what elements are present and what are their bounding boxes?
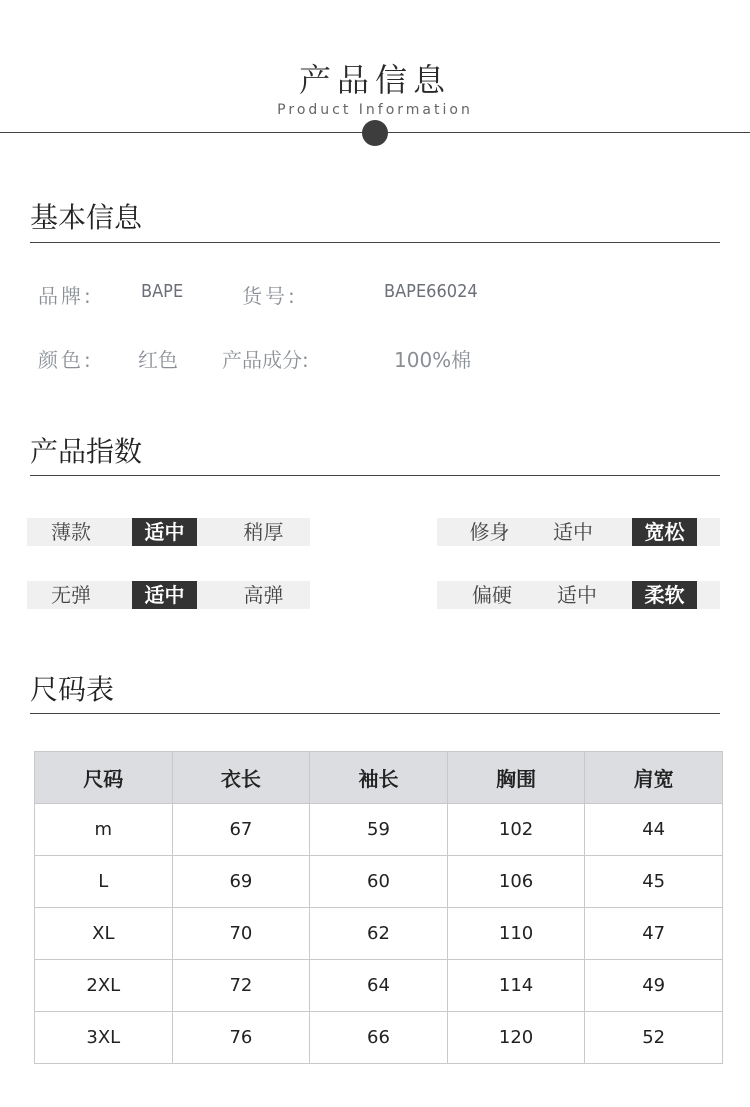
column-header-size: 尺码: [35, 752, 173, 804]
table-header-row: [35, 752, 723, 804]
header-dot-ornament: [362, 120, 388, 146]
table-cell: 69: [172, 856, 310, 908]
elasticity-indicator: [27, 581, 310, 609]
table-cell: 45: [585, 856, 723, 908]
thickness-indicator: [27, 518, 310, 546]
softness-option-hard: 偏硬: [472, 583, 512, 607]
table-cell: 66: [310, 1012, 448, 1064]
softness-indicator: [437, 581, 720, 609]
elasticity-option-none: 无弹: [51, 583, 91, 607]
thickness-option-medium-selected: 适中: [132, 518, 197, 546]
material-label: 产品成分:: [222, 348, 309, 372]
section-title-product-index: 产品指数: [30, 435, 143, 468]
color-value: 红色: [138, 348, 178, 372]
sku-label: 货号:: [242, 284, 298, 308]
section-title-basic-info: 基本信息: [30, 201, 143, 234]
table-cell: 3XL: [35, 1012, 173, 1064]
column-header-length: 衣长: [172, 752, 310, 804]
softness-option-soft-selected: 柔软: [632, 581, 697, 609]
table-cell: XL: [35, 908, 173, 960]
table-cell: 114: [447, 960, 585, 1012]
table-cell: 106: [447, 856, 585, 908]
section-title-size-chart: 尺码表: [30, 673, 115, 706]
table-row: [35, 856, 723, 908]
thickness-option-thick: 稍厚: [243, 520, 284, 544]
table-row: [35, 908, 723, 960]
table-cell: 2XL: [35, 960, 173, 1012]
table-cell: 52: [585, 1012, 723, 1064]
page-title: 产品信息: [298, 61, 451, 99]
table-cell: m: [35, 804, 173, 856]
table-cell: 76: [172, 1012, 310, 1064]
section-divider: [30, 475, 720, 476]
color-label: 颜色:: [38, 348, 94, 372]
table-cell: 120: [447, 1012, 585, 1064]
table-row: [35, 960, 723, 1012]
table-cell: 47: [585, 908, 723, 960]
section-divider: [30, 713, 720, 714]
sku-value: BAPE66024: [384, 281, 478, 302]
thickness-option-thin: 薄款: [51, 520, 91, 544]
table-row: [35, 804, 723, 856]
softness-option-medium: 适中: [557, 583, 597, 607]
table-row: [35, 1012, 723, 1064]
table-cell: 62: [310, 908, 448, 960]
elasticity-option-high: 高弹: [243, 583, 284, 607]
column-header-sleeve: 袖长: [310, 752, 448, 804]
fit-option-loose-selected: 宽松: [632, 518, 697, 546]
fit-indicator: [437, 518, 720, 546]
table-cell: 67: [172, 804, 310, 856]
brand-value: BAPE: [141, 281, 184, 302]
table-cell: 60: [310, 856, 448, 908]
table-cell: 49: [585, 960, 723, 1012]
table-cell: 72: [172, 960, 310, 1012]
column-header-shoulder: 肩宽: [585, 752, 723, 804]
table-cell: 110: [447, 908, 585, 960]
page-subtitle: Product Information: [277, 102, 473, 118]
section-divider: [30, 242, 720, 243]
table-cell: L: [35, 856, 173, 908]
fit-option-slim: 修身: [469, 520, 510, 544]
elasticity-option-medium-selected: 适中: [132, 581, 197, 609]
brand-label: 品牌:: [38, 284, 94, 308]
table-cell: 59: [310, 804, 448, 856]
table-cell: 70: [172, 908, 310, 960]
fit-option-regular: 适中: [553, 520, 593, 544]
table-cell: 44: [585, 804, 723, 856]
column-header-chest: 胸围: [447, 752, 585, 804]
size-table: [34, 751, 723, 1064]
table-cell: 102: [447, 804, 585, 856]
material-value: 100%棉: [394, 348, 472, 372]
table-cell: 64: [310, 960, 448, 1012]
